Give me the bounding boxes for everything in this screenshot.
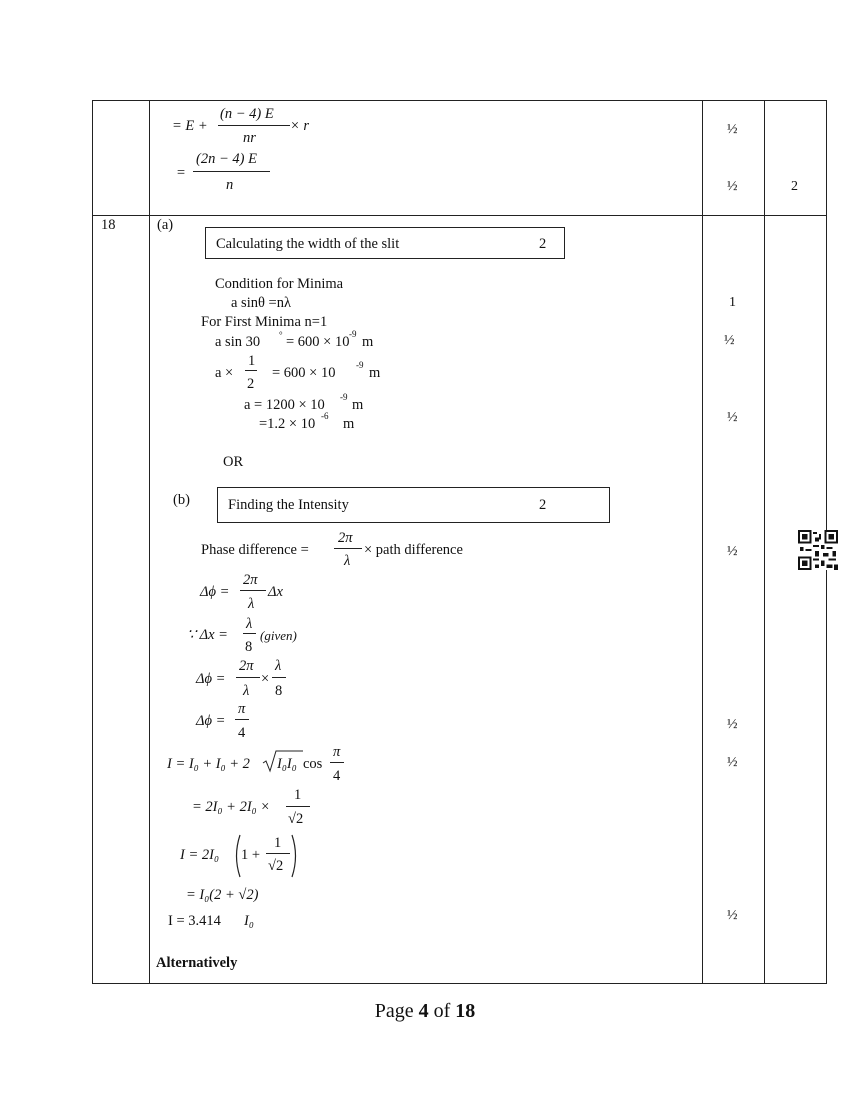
- equation-part: = 600 × 10: [272, 365, 336, 381]
- fraction-num: 1: [248, 353, 256, 369]
- part-b-mark-2: ½: [727, 717, 738, 732]
- row17-line1-eq: = E +: [172, 118, 208, 134]
- part-a-label: (a): [157, 217, 174, 233]
- equation-part: (given): [260, 628, 297, 643]
- exponent: -9: [349, 329, 357, 339]
- equation-part: I = I₀ + I₀ + 2: [167, 756, 250, 772]
- alternatively-heading: Alternatively: [156, 955, 238, 971]
- fraction-den: √2: [288, 811, 304, 827]
- fraction-den: 2: [247, 376, 255, 392]
- equation-part: Phase difference =: [201, 542, 309, 558]
- exponent: -9: [340, 392, 348, 402]
- fraction-bar: [286, 806, 310, 807]
- unit: m: [343, 416, 355, 432]
- fraction-num: λ: [275, 658, 282, 674]
- part-a-mark-1: 1: [729, 295, 736, 310]
- equation-part: × path difference: [364, 542, 463, 558]
- fraction-num: 2π: [338, 530, 353, 546]
- part-a-heading-box: [205, 227, 565, 259]
- equation-part: I₀: [244, 913, 254, 929]
- equation-part: a ×: [215, 365, 234, 381]
- fraction-den: λ: [344, 553, 351, 569]
- equation-part: Δϕ =: [196, 671, 226, 687]
- intensity-equation-4: = I₀(2 + √2): [186, 887, 259, 903]
- fraction-bar: [334, 548, 362, 549]
- equation-part: 1 +: [241, 847, 261, 863]
- row17-line2-den: n: [226, 177, 234, 193]
- fraction-num: 1: [274, 835, 282, 851]
- col-border-total: [764, 100, 765, 984]
- fraction-bar: [243, 633, 256, 634]
- row17-mark-2: ½: [727, 179, 738, 194]
- col-border-left: [92, 100, 93, 984]
- equation-part: cos: [303, 756, 323, 772]
- equation-part: ∵ Δx =: [187, 627, 228, 643]
- table-bottom-border: [92, 983, 827, 984]
- equation-part: ×: [261, 671, 270, 687]
- fraction-num: π: [238, 701, 246, 717]
- footer-page-number: 4: [418, 1000, 429, 1022]
- fraction-bar: [218, 125, 290, 126]
- exponent: -9: [356, 360, 364, 370]
- row17-line1-den: nr: [243, 130, 256, 146]
- footer-page-total: 18: [455, 1000, 476, 1022]
- qr-code-icon: [798, 530, 838, 570]
- part-b-heading-title: Finding the Intensity: [228, 497, 349, 513]
- equation-part: a sin 30: [215, 334, 261, 350]
- condition-minima: Condition for Minima: [215, 276, 344, 292]
- equation-part: I = 2I₀: [180, 847, 219, 863]
- equation-part: I = 3.414: [168, 913, 221, 929]
- minima-equation: a sinθ =nλ: [231, 295, 292, 311]
- row17-total: 2: [791, 179, 798, 194]
- row17-line1-tail: × r: [290, 118, 310, 134]
- fraction-num: 2π: [243, 572, 258, 588]
- fraction-den: 4: [238, 725, 246, 741]
- fraction-bar: [240, 590, 266, 591]
- part-b-label: (b): [173, 492, 190, 508]
- part-b-mark-1: ½: [727, 544, 738, 559]
- equation-part: Δϕ =: [200, 584, 230, 600]
- fraction-num: π: [333, 744, 341, 760]
- first-minima: For First Minima n=1: [201, 314, 328, 330]
- part-a-heading-title: Calculating the width of the slit: [216, 236, 400, 252]
- fraction-bar: [245, 370, 257, 371]
- equation-part: a = 1200 × 10: [244, 397, 325, 413]
- row17-line2-eq: =: [176, 165, 186, 181]
- equation-part: = 600 × 10: [286, 334, 350, 350]
- equation-part: = 2I₀ + 2I₀ ×: [192, 799, 271, 815]
- part-b-mark-4: ½: [727, 908, 738, 923]
- exponent: -6: [321, 411, 329, 421]
- row-divider: [92, 215, 827, 216]
- row17-mark-1: ½: [727, 122, 738, 137]
- equation-part: Δx: [268, 584, 283, 600]
- part-a-mark-3: ½: [727, 410, 738, 425]
- unit: m: [369, 365, 381, 381]
- or-separator: OR: [223, 454, 244, 470]
- fraction-den: 8: [245, 639, 253, 655]
- fraction-den: λ: [248, 596, 255, 612]
- fraction-bar: [193, 171, 270, 172]
- fraction-den: 8: [275, 683, 283, 699]
- col-border-qno: [149, 100, 150, 984]
- row17-line2-num: (2n − 4) E: [196, 151, 257, 167]
- page-footer: [0, 1000, 850, 1023]
- footer-prefix: Page: [374, 1000, 419, 1022]
- unit: m: [362, 334, 374, 350]
- row17-line1-num: (n − 4) E: [220, 106, 274, 122]
- table-top-border: [92, 100, 827, 101]
- fraction-bar: [330, 762, 344, 763]
- fraction-bar: [235, 719, 249, 720]
- equation-part: =1.2 × 10: [259, 416, 316, 432]
- equation-part: Δϕ =: [196, 713, 226, 729]
- fraction-den: √2: [268, 858, 284, 874]
- fraction-bar: [236, 677, 260, 678]
- fraction-num: 2π: [239, 658, 254, 674]
- fraction-den: 4: [333, 768, 341, 784]
- fraction-num: 1: [294, 787, 302, 803]
- unit: m: [352, 397, 364, 413]
- fraction-num: λ: [246, 616, 253, 632]
- part-b-heading-marks: 2: [539, 497, 547, 513]
- fraction-bar: [272, 677, 286, 678]
- degree-sup: °: [279, 330, 283, 340]
- part-a-mark-2: ½: [724, 333, 735, 348]
- equation-part: I₀I₀: [277, 756, 297, 772]
- part-b-mark-3: ½: [727, 755, 738, 770]
- part-a-heading-marks: 2: [539, 236, 547, 252]
- col-border-marks: [702, 100, 703, 984]
- right-paren-icon: [290, 834, 300, 878]
- fraction-den: λ: [243, 683, 250, 699]
- question-number: 18: [101, 217, 116, 233]
- part-b-heading-box: [217, 487, 610, 523]
- footer-mid: of: [428, 1000, 456, 1022]
- fraction-bar: [266, 853, 290, 854]
